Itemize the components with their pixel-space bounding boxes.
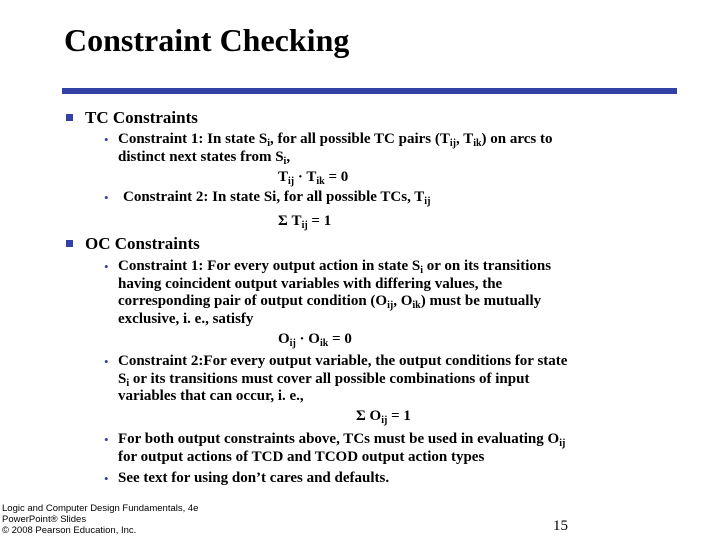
tc-heading-text: TC Constraints <box>85 108 198 127</box>
oc-c2-line1: Constraint 2:For every output variable, the output conditions for state <box>118 353 568 369</box>
oc-constraint-3 <box>104 431 678 466</box>
slide-footer <box>2 503 198 536</box>
oc-c1-line3: corresponding pair of output condition ($O_{ij}$, $O_{ik}$) must be mutually <box>118 293 542 311</box>
tc-c1-line2: distinct next states from $S_i$, <box>118 148 291 167</box>
bullet-dot-icon: • <box>104 132 109 147</box>
oc-c2-line2: $S_i$ or its transitions must cover all possible combinations of input <box>118 370 530 389</box>
oc-c1-line2: having coincident output variables with differing values, the <box>118 275 503 292</box>
bullet-dot-icon: • <box>104 471 109 486</box>
oc-constraint-2 <box>104 353 678 406</box>
oc-c2-equation: Σ $O_{ij} = 1$ <box>356 408 411 426</box>
tc-c1-equation: $T_{ij} \cdot T_{ik} = 0$ <box>278 169 349 187</box>
tc-c2-equation: Σ $T_{ij} = 1$ <box>278 213 332 231</box>
oc-c3-line2: for output actions of TCD and TCOD output action types <box>118 448 485 465</box>
footer-copyright: © 2008 Pearson Education, Inc. <box>2 525 137 536</box>
bullet-dot-icon: • <box>104 190 109 205</box>
oc-c3-line1: For both output constraints above, TCs must be used in evaluating $O_{ij}$ <box>118 431 566 449</box>
square-bullet-icon <box>66 240 73 247</box>
title-divider <box>62 88 677 94</box>
oc-constraint-4 <box>104 470 678 488</box>
tc-constraint-2 <box>104 189 683 207</box>
bullet-dot-icon: • <box>104 259 109 274</box>
tc-c1-line1: Constraint 1: In state $S_i$, for all possible TC pairs ($T_{ij}$, $T_{ik}$) on arcs to <box>118 131 553 149</box>
oc-c1-line4: exclusive, i. e., satisfy <box>118 310 254 327</box>
tc-c2-line1: Constraint 2: In state Si, for all possible TCs, $T_{ij}$ <box>123 189 431 207</box>
footer-book-title: Logic and Computer Design Fundamentals, 4e <box>2 503 199 514</box>
tc-constraint-1 <box>104 131 678 167</box>
slide-title: Constraint Checking <box>64 22 350 58</box>
oc-constraints-heading <box>66 234 200 254</box>
square-bullet-icon <box>66 114 73 121</box>
oc-heading-text: OC Constraints <box>85 234 200 253</box>
oc-c1-line1: Constraint 1: For every output action in state $S_i$ or on its transitions <box>118 258 552 276</box>
footer-slides-label: PowerPoint® Slides <box>2 514 87 525</box>
bullet-dot-icon: • <box>104 354 109 369</box>
bullet-dot-icon: • <box>104 432 109 447</box>
oc-c4-line1: See text for using don’t cares and defaults. <box>118 470 390 486</box>
oc-c2-line3: variables that can occur, i. e., <box>118 388 304 404</box>
tc-constraints-heading <box>66 108 198 128</box>
page-number: 15 <box>553 518 568 534</box>
oc-constraint-1 <box>104 258 678 328</box>
oc-c1-equation: $O_{ij} \cdot O_{ik} = 0$ <box>278 331 352 349</box>
